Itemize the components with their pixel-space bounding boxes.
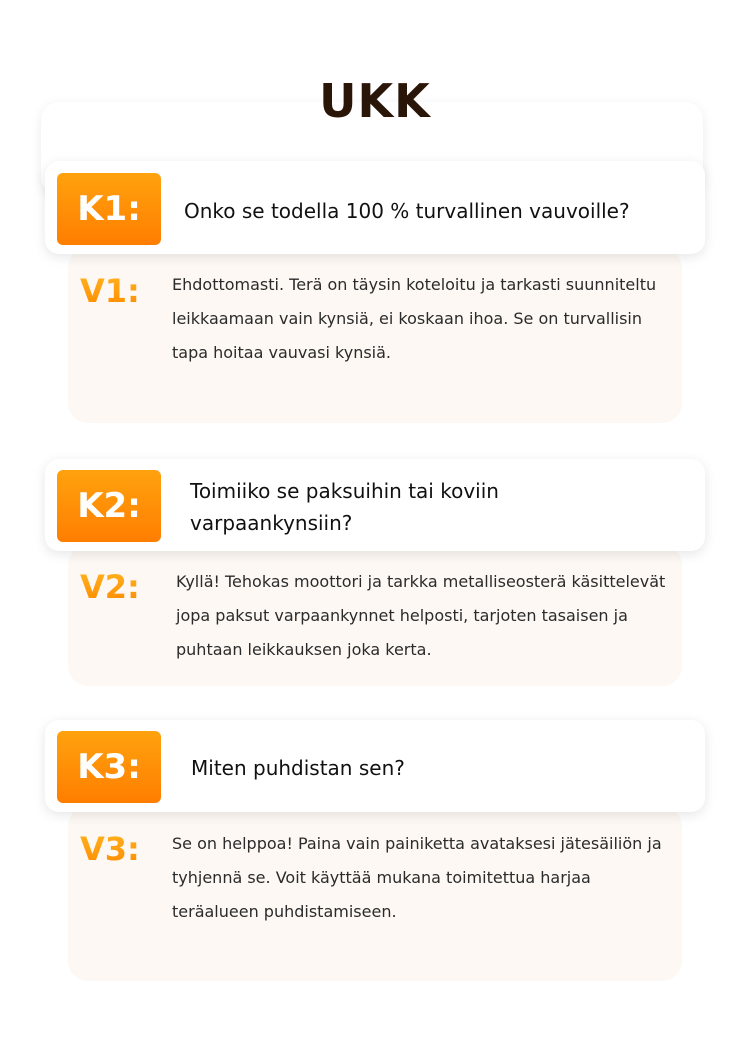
- question-text: Toimiiko se paksuihin tai koviin varpaankynsiin?: [190, 479, 499, 535]
- page-title: UKK: [319, 74, 431, 128]
- answer-text: Ehdottomasti. Terä on täysin koteloitu ja tarkasti suunniteltu leikkaamaan vain kynsiä, ei koskaan ihoa. Se on turvallisin tapa hoitaa vauvasi kynsiä.: [172, 275, 657, 362]
- answer-label: V1:: [80, 272, 140, 310]
- answer-label: V3:: [80, 830, 140, 868]
- answer-text: Se on helppoa! Paina vain painiketta avataksesi jätesäiliön ja tyhjennä se. Voit käyttää mukana toimitettua harjaa teräalueen puhdistamiseen.: [172, 834, 662, 921]
- question-text: Onko se todella 100 % turvallinen vauvoille?: [184, 199, 630, 223]
- question-badge: K3:: [57, 731, 161, 803]
- answer-text: Kyllä! Tehokas moottori ja tarkka metalliseosterä käsittelevät jopa paksut varpaankynnet helposti, tarjoten tasaisen ja puhtaan leikkauksen joka kerta.: [176, 572, 666, 659]
- answer-label: V2:: [80, 568, 140, 606]
- question-text: Miten puhdistan sen?: [191, 756, 405, 780]
- question-badge: K1:: [57, 173, 161, 245]
- question-badge: K2:: [57, 470, 161, 542]
